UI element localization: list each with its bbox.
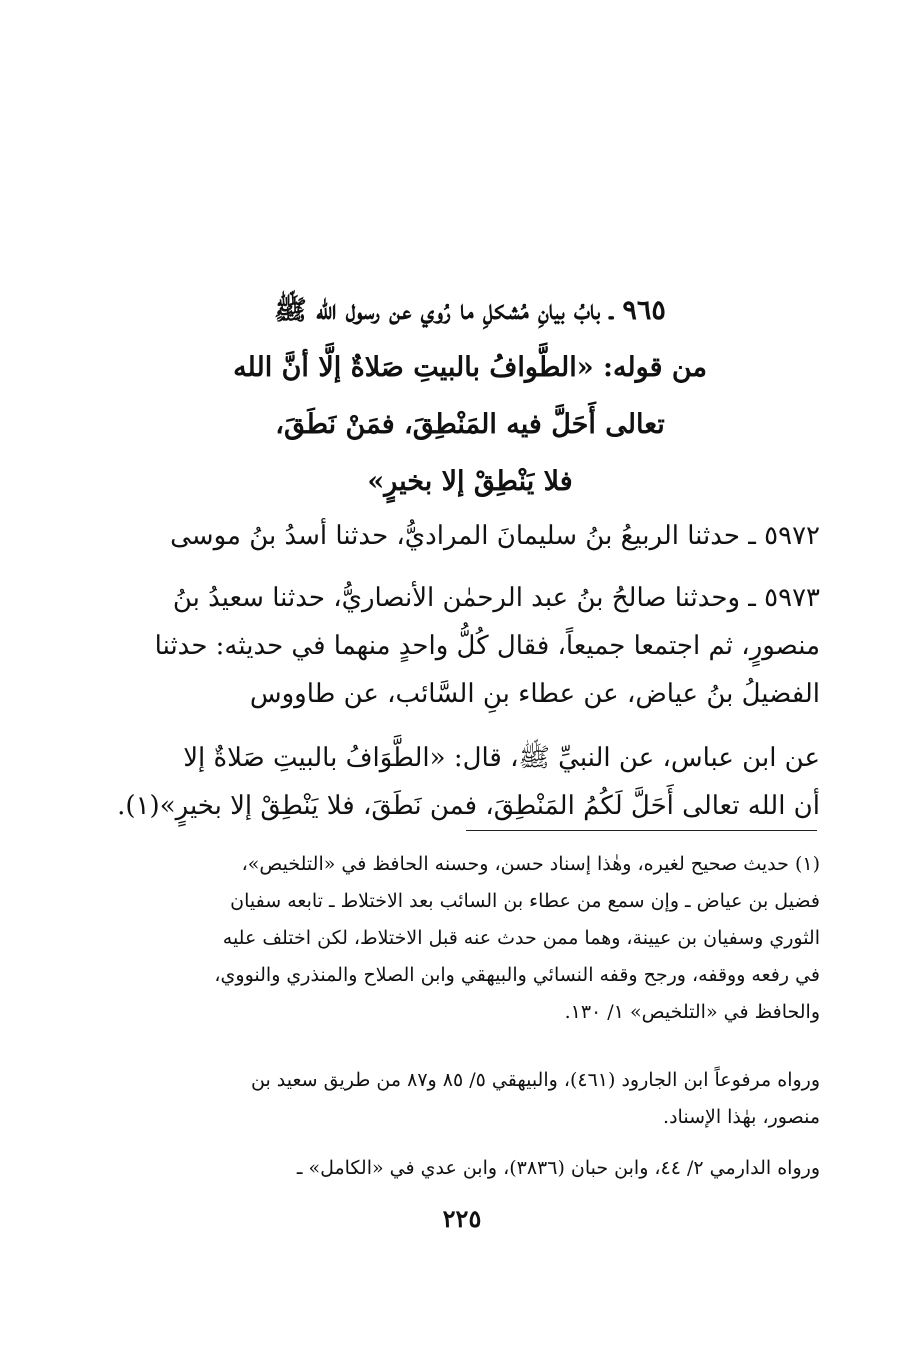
hadith-5973-paragraph — [108, 574, 820, 718]
footnote-separator — [466, 830, 817, 831]
hadith-5972-paragraph — [108, 512, 820, 560]
footnote-line: منصور، بهٰذا الإسناد. — [663, 1106, 820, 1128]
footnote-3 — [108, 1150, 820, 1187]
text-line: ٥٩٧٣ ـ وحدثنا صالحُ بنُ عبد الرحمٰن الأنصاريُّ، حدثنا سعيدُ بنُ — [172, 583, 820, 613]
footnote-line: والحافظ في «التلخيص» ١/ ١٣٠. — [564, 1001, 820, 1023]
footnote-2 — [108, 1062, 820, 1136]
text-line: منصورٍ، ثم اجتمعا جميعاً، فقال كُلُّ واحدٍ منهما في حديثه: حدثنا — [154, 631, 820, 661]
text-line: الفضيلُ بنُ عياض، عن عطاء بنِ السَّائب، عن طاووس — [249, 679, 820, 709]
text-line: ٥٩٧٢ ـ حدثنا الربيعُ بنُ سليمانَ المراديُّ، حدثنا أسدُ بنُ موسى — [170, 521, 820, 551]
footnote-line: ورواه الدارمي ٢/ ٤٤، وابن حبان (٣٨٣٦)، وابن عدي في «الكامل» ـ — [296, 1157, 820, 1179]
chapter-heading — [150, 282, 790, 510]
footnote-line: (١) حديث صحيح لغيره، وهٰذا إسناد حسن، وحسنه الحافظ في «التلخيص»، — [241, 853, 820, 875]
text-line: أن الله تعالى أَحَلَّ لَكُمُ المَنْطِقَ، فمن نَطَقَ، فلا يَنْطِقْ إلا بخيرٍ»(١). — [117, 791, 820, 821]
footnote-1 — [108, 846, 820, 1031]
chapter-heading-line: تعالى أَحَلَّ فيه المَنْطِقَ، فمَنْ نَطَقَ، — [275, 409, 665, 440]
hadith-text-paragraph — [108, 734, 820, 830]
footnote-line: فضيل بن عياض ـ وإن سمع من عطاء بن السائب بعد الاختلاط ـ تابعه سفيان — [230, 890, 820, 912]
chapter-heading-line: من قوله: «الطَّوافُ بالبيتِ صَلاةٌ إلَّا أنَّ الله — [233, 352, 707, 383]
footnote-line: الثوري وسفيان بن عيينة، وهما ممن حدث عنه قبل الاختلاط، لكن اختلف عليه — [222, 927, 820, 949]
chapter-heading-line: ٩٦٥ ـ بابُ بيانِ مُشكلِ ما رُوي عن رسول الله ﷺ — [274, 295, 666, 326]
footnote-line: في رفعه ووقفه، ورجح وقفه النسائي والبيهقي وابن الصلاح والمنذري والنووي، — [214, 964, 820, 986]
footnote-line: ورواه مرفوعاً ابن الجارود (٤٦١)، والبيهقي ٥/ ٨٥ و٨٧ من طريق سعيد بن — [251, 1069, 820, 1091]
page-number: ٢٢٥ — [442, 1204, 482, 1233]
text-line: عن ابن عباس، عن النبيِّ ﷺ، قال: «الطَّوَافُ بالبيتِ صَلاةٌ إلا — [183, 743, 820, 773]
chapter-heading-line: فلا يَنْطِقْ إلا بخيرٍ» — [367, 466, 573, 497]
